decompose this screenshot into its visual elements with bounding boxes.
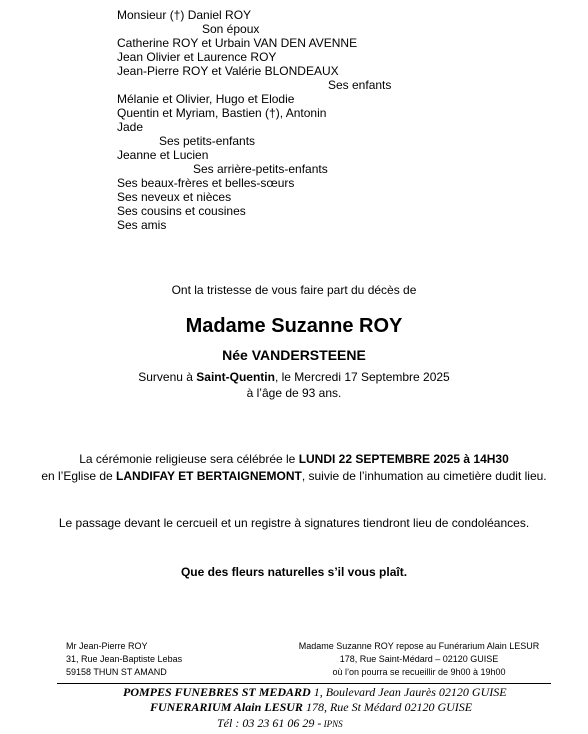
family-line-text: Ses petits-enfants xyxy=(159,134,256,148)
family-line xyxy=(117,190,391,204)
condolences-line xyxy=(0,515,588,531)
death-place-date xyxy=(0,369,588,385)
family-line xyxy=(117,36,391,50)
funeral-company-name: POMPES FUNEBRES ST MEDARD xyxy=(123,685,311,699)
family-line-text: Jade xyxy=(117,120,144,134)
flowers-text: Que des fleurs naturelles s’il vous plaît. xyxy=(180,565,408,579)
footer-line-2 xyxy=(150,700,472,715)
church-prefix: en l’Eglise de xyxy=(41,469,117,483)
announcement-intro xyxy=(0,283,588,297)
contact-left-line: 31, Rue Jean-Baptiste Lebas xyxy=(66,654,183,664)
ceremony-date: LUNDI 22 SEPTEMBRE 2025 à 14H30 xyxy=(298,452,509,466)
family-line xyxy=(117,64,391,78)
family-line-text: Jean Olivier et Laurence ROY xyxy=(117,50,277,64)
maiden-name-text: Née VANDERSTEENE xyxy=(222,347,366,363)
deceased-name xyxy=(0,315,588,338)
family-line xyxy=(117,106,391,120)
family-list xyxy=(117,8,391,232)
family-line-text: Son époux xyxy=(202,22,260,36)
contact-left xyxy=(66,640,182,679)
funerarium-address: 178, Rue St Médard 02120 GUISE xyxy=(302,700,473,714)
family-line-text: Ses amis xyxy=(117,218,167,232)
family-line xyxy=(117,218,391,232)
church-place: LANDIFAY ET BERTAIGNEMONT xyxy=(116,469,302,483)
family-line xyxy=(117,22,391,36)
condolences-text: Le passage devant le cercueil et un registre à signatures tiendront lieu de condoléances. xyxy=(58,516,530,530)
family-line-text: Jeanne et Lucien xyxy=(117,148,209,162)
family-line-text: Jean-Pierre ROY et Valérie BLONDEAUX xyxy=(117,64,339,78)
ceremony-line-2 xyxy=(0,468,588,484)
family-line xyxy=(117,162,391,176)
deceased-name-text: Madame Suzanne ROY xyxy=(185,315,403,337)
death-prefix: Survenu à xyxy=(138,370,197,384)
family-line xyxy=(117,8,391,22)
family-line xyxy=(117,92,391,106)
contact-right-line: où l’on pourra se recueillir de 9h00 à 19h00 xyxy=(332,667,506,677)
footer-line-1 xyxy=(123,685,507,700)
contact-right xyxy=(290,640,548,679)
family-line-text: Monsieur (†) Daniel ROY xyxy=(117,8,252,22)
family-line xyxy=(117,176,391,190)
announcement-intro-text: Ont la tristesse de vous faire part du décès de xyxy=(171,283,417,297)
family-line-text: Ses cousins et cousines xyxy=(117,204,246,218)
family-line xyxy=(117,120,391,134)
family-line-text: Ses beaux-frères et belles-sœurs xyxy=(117,176,295,190)
flowers-line xyxy=(0,564,588,580)
contact-right-line: 178, Rue Saint-Médard – 02120 GUISE xyxy=(339,654,499,664)
family-line-text: Ses neveux et nièces xyxy=(117,190,232,204)
footer-line-3 xyxy=(217,716,343,731)
family-line xyxy=(117,148,391,162)
footer-divider xyxy=(57,683,551,684)
contact-right-line: Madame Suzanne ROY repose au Funérarium Alain LESUR xyxy=(298,641,540,651)
footer-phone: Tél : 03 23 61 06 29 - xyxy=(217,716,322,730)
age-line xyxy=(0,385,588,401)
family-line xyxy=(117,78,391,92)
footer-ipns: IPNS xyxy=(321,719,343,729)
ceremony-line-1 xyxy=(0,451,588,467)
family-line xyxy=(117,50,391,64)
family-line xyxy=(117,204,391,218)
contact-left-line: 59158 THUN ST AMAND xyxy=(66,667,167,677)
family-line-text: Mélanie et Olivier, Hugo et Elodie xyxy=(117,92,295,106)
age-text: à l’âge de 93 ans. xyxy=(246,386,342,400)
family-line xyxy=(117,134,391,148)
contact-left-line: Mr Jean-Pierre ROY xyxy=(66,641,148,651)
death-date: , le Mercredi 17 Septembre 2025 xyxy=(274,370,450,384)
family-line-text: Catherine ROY et Urbain VAN DEN AVENNE xyxy=(117,36,358,50)
ceremony-prefix: La cérémonie religieuse sera célébrée le xyxy=(79,452,299,466)
maiden-name xyxy=(0,347,588,363)
family-line-text: Ses arrière-petits-enfants xyxy=(193,162,328,176)
death-place: Saint-Quentin xyxy=(196,370,275,384)
family-line-text: Ses enfants xyxy=(328,78,392,92)
funeral-company-address: 1, Boulevard Jean Jaurès 02120 GUISE xyxy=(310,685,507,699)
burial-note: , suivie de l’inhumation au cimetière dudit lieu. xyxy=(301,469,547,483)
family-line-text: Quentin et Myriam, Bastien (†), Antonin xyxy=(117,106,327,120)
funerarium-name: FUNERARIUM Alain LESUR xyxy=(150,700,303,714)
